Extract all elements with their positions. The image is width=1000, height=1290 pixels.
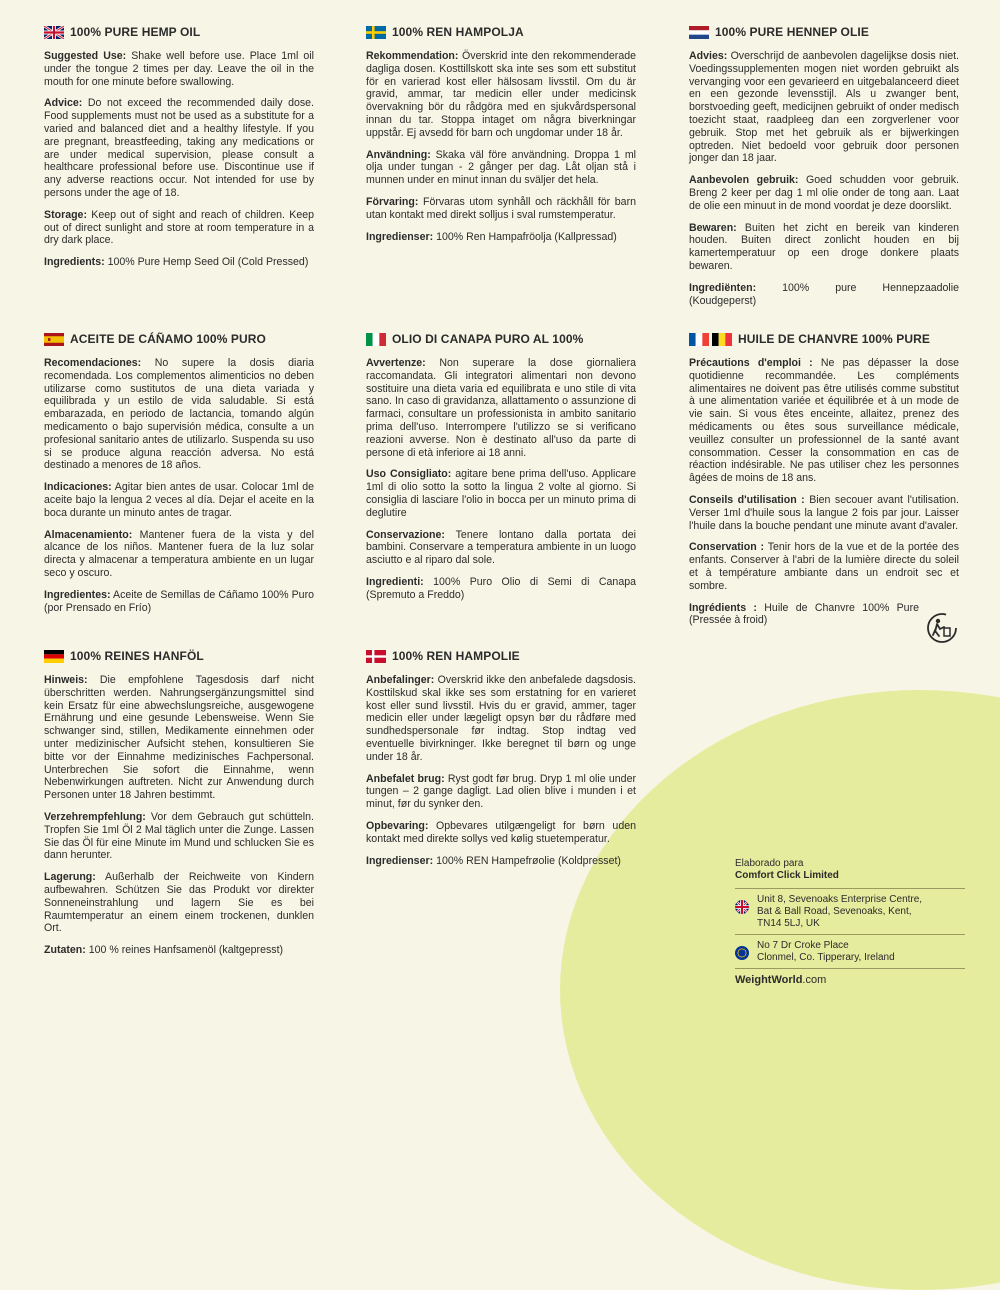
usage-text: Uso Consigliato: agitare bene prima dell'uso. Applicare 1ml di olio sotto la sotto la lingua 2 volte al giorno. Si consiglia di lasciare l'olio in bocca per un minuto prima di deglutire (366, 468, 636, 519)
ingredients-text: Ingredienser: 100% REN Hampefrøolie (Koldpresset) (366, 854, 621, 867)
storage-text: Förvaring: Förvaras utom synhåll och räckhåll för barn utan kontakt med direkt solljus i sval rumstemperatur. (366, 195, 636, 221)
warnings-text: Avvertenze: Non superare la dose giornaliera raccomandata. Gli integratori alimentari non devono sostituire una dieta varia ed equilibrata e uno stile di vita sano. In caso di gravidanza, allattamento o assunzione di farmaci, consultare un professionista in ambito sanitario prima dell'uso. Interrompere l'utilizzo se si verificano reazioni avverse. Non è destinato all'uso da parte di persone di età inferiore ai 18 anni. (366, 357, 636, 459)
ingredients-text: Ingredientes: Aceite de Semillas de Cáñamo 100% Puro (por Prensado en Frío) (44, 588, 314, 614)
section-title: OLIO DI CANAPA PURO AL 100% (392, 332, 584, 346)
advice-text: Advies: Overschrijd de aanbevolen dagelijkse dosis niet. Voedingssupplementen mogen niet worden gebruikt als vervanging voor een gevarieerd en uitgebalanceerd dieet en een gezonde levensstijl. Als u zwanger bent, borstvoeding geeft, medicijnen gebruikt of onder medisch toezicht staat, raadpleeg dan een zorgverlener voor gebruik. Stop met het gebruik als er bijwerkingen optreden. Niet bedoeld voor gebruik door personen jonger dan 18 jaar. (689, 50, 959, 165)
instructions-text: Indicaciones: Agitar bien antes de usar. Colocar 1ml de aceite bajo la lengua 2 veces al día. Dejar el aceite en la boca durante un minuto antes de tragar. (44, 481, 314, 519)
netherlands-flag-icon (689, 26, 709, 39)
storage-text: Bewaren: Buiten het zicht en bereik van kinderen houden. Buiten direct zonlicht houden en bij kamertemperatuur op een droge donkere plaats bewaren. (689, 221, 959, 272)
usage-text: Användning: Skaka väl före användning. Droppa 1 ml olja under tungan - 2 gånger per dag. Låt oljan stå i munnen under en minut innan du sväljer det hela. (366, 148, 636, 187)
section-dutch (689, 24, 959, 316)
storage-text: Conservazione: Tenere lontano dalla portata dei bambini. Conservare a temperatura ambiente in un luogo asciutto e al riparo dal sole. (366, 528, 636, 567)
section-header (366, 648, 636, 664)
section-title: 100% PURE HEMP OIL (70, 25, 201, 39)
section-title: 100% PURE HENNEP OLIE (715, 25, 869, 39)
uk-address: Unit 8, Sevenoaks Enterprise Centre, Bat & Ball Road, Sevenoaks, Kent, TN14 5LJ, UK (735, 888, 965, 930)
section-header (689, 331, 959, 347)
section-spanish (44, 331, 314, 623)
recommendations-text: Recomendaciones: No supere la dosis diaria recomendada. Los complementos alimenticios no deben utilizarse como sustitutos de una dieta variada y equilibrada y un estilo de vida saludable. Si está embarazada, en periodo de lactancia, tomando algún medicamento o bajo supervisión médica, consulte a un profesional sanitario antes de utilizarlo. Suspenda su uso si se produce alguna reacción adversa. No está destinado a menores de 18 años. (44, 357, 314, 472)
company-name: Comfort Click Limited (735, 870, 839, 881)
germany-flag-icon (44, 650, 64, 663)
ireland-address: No 7 Dr Croke Place Clonmel, Co. Tipperary, Ireland (735, 934, 965, 964)
storage-text: Almacenamiento: Mantener fuera de la vista y del alcance de los niños. Mantener fuera de la luz solar directa y almacenar a temperatura ambiente en un lugar seco y oscuro. (44, 528, 314, 579)
usage-text: Anbefalet brug: Ryst godt før brug. Dryp 1 ml olie under tungen – 2 gange dagligt. Lad olien blive i munden i et minut, før du synker den. (366, 772, 636, 811)
section-italian (366, 331, 636, 611)
section-header (44, 24, 314, 40)
storage-text: Opbevaring: Opbevares utilgængeligt for børn uden kontakt med direkte sollys ved kølig stuetemperatur. (366, 819, 636, 845)
ingredients-text: Ingredients: 100% Pure Hemp Seed Oil (Cold Pressed) (44, 256, 309, 269)
uk-flag-icon (44, 26, 64, 39)
recommendation-text: Rekommendation: Överskrid inte den rekommenderade dagliga dosen. Kosttillskott ska inte ses som ett substitut för en varierad kost eller hälsosam livsstil. Om du är gravid, ammar, tar medicin eller under medicinsk övervakning bör du rådgöra med en sjukvårdspersonal innan du tar. Stoppa intaget om några biverkningar uppstår. Ej avsedd för barn och ungdomar under 18 år. (366, 50, 636, 139)
usage-text: Verzehrempfehlung: Vor dem Gebrauch gut schütteln. Tropfen Sie 1ml Öl 2 Mal täglich unter die Zunge. Lassen Sie das Öl für eine Minute im Mund und schlucken Sie es dann herunter. (44, 810, 314, 862)
usage-text: Conseils d'utilisation : Bien secouer avant l'utilisation. Verser 1ml d'huile sous la langue 2 fois par jour. Laisser l'huile dans la bouche pendant une minute avant d'avaler. (689, 493, 959, 532)
france-flag-icon (689, 333, 709, 346)
recycle-person-icon (926, 612, 958, 644)
ingredients-text: Ingredienser: 100% Ren Hampafröolja (Kallpressad) (366, 230, 617, 243)
ingredients-text: Zutaten: 100 % reines Hanfsamenöl (kaltgepresst) (44, 944, 284, 957)
section-title: ACEITE DE CÁÑAMO 100% PURO (70, 332, 266, 346)
section-english (44, 24, 314, 278)
storage-text: Storage: Keep out of sight and reach of children. Keep out of direct sunlight and store at room temperature in a dry dark place. (44, 208, 314, 247)
section-swedish (366, 24, 636, 252)
section-title: HUILE DE CHANVRE 100% PURE (738, 332, 930, 346)
section-french (689, 331, 959, 636)
ingredients-text: Ingrédients : Huile de Chanvre 100% Pure (Pressée à froid) (689, 601, 919, 627)
eu-flag-icon (735, 946, 749, 960)
suggested-use-text: Suggested Use: Shake well before use. Place 1ml oil under the tongue 2 times per day. Leave the oil in the mouth for one minute before swallowing. (44, 50, 315, 88)
notice-text: Hinweis: Die empfohlene Tagesdosis darf nicht überschritten werden. Nahrungsergänzungsmittel sind kein Ersatz für eine abwechslungsreiche, ausgewogene Ernährung und eine gesunde Lebensweise. Wenn Sie schwanger sind, stillen, Medikamente einnehmen oder unter medizinischer Aufsicht stehen, konsultieren Sie bitte vor der Einnahme medizinisches Fachpersonal. Unterbrechen Sie sofort die Einnahme, wenn Nebenwirkungen auftreten. Nicht zur Anwendung durch Personen unter 18 Jahren bestimmt. (44, 674, 314, 802)
made-for-label: Elaborado para (735, 858, 804, 869)
manufacturer-info (735, 858, 965, 986)
belgium-flag-icon (712, 333, 732, 346)
usage-text: Aanbevolen gebruik: Goed schudden voor gebruik. Breng 2 keer per dag 1 ml olie onder de tong aan. Laat de olie een minuut in de mond voordat je deze doorslikt. (689, 174, 959, 212)
section-title: 100% REINES HANFÖL (70, 649, 204, 663)
section-german (44, 648, 314, 966)
section-header (366, 331, 636, 347)
ingredients-text: Ingredienti: 100% Puro Olio di Semi di Canapa (Spremuto a Freddo) (366, 575, 636, 601)
advice-text: Advice: Do not exceed the recommended daily dose. Food supplements must not be used as a substitute for a varied and balanced diet and a healthy lifestyle. If you are pregnant, breastfeeding, taking any medications or are under medical supervision, please consult a healthcare professional before use. Discontinue use if any adverse reactions occur. Not intended for use by persons under the age of 18. (44, 97, 314, 199)
denmark-flag-icon (366, 650, 386, 663)
section-title: 100% REN HAMPOLIE (392, 649, 520, 663)
uk-flag-icon (735, 900, 749, 914)
spain-flag-icon (44, 333, 64, 346)
section-danish (366, 648, 636, 876)
section-header (44, 331, 314, 347)
sweden-flag-icon (366, 26, 386, 39)
website-url: WeightWorld.com (735, 968, 965, 986)
ingredients-text: Ingrediënten: 100% pure Hennepzaadolie (Koudgeperst) (689, 281, 959, 307)
section-title: 100% REN HAMPOLJA (392, 25, 524, 39)
section-header (44, 648, 314, 664)
storage-text: Conservation : Tenir hors de la vue et de la portée des enfants. Conserver à l'abri de la lumière directe du soleil et à température ambiante dans un endroit sec et sombre. (689, 541, 959, 592)
section-header (366, 24, 636, 40)
precautions-text: Précautions d'emploi : Ne pas dépasser la dose quotidienne recommandée. Les compléments alimentaires ne doivent pas être utilisés comme substitut à une alimentation variée et équilibrée et à un mode de vie sain. Si vous êtes enceinte, allaitez, prenez des médicaments ou êtes sous surveillance médicale, veuillez consulter un professionnel de la santé avant consommation. Cesser la consommation en cas de réaction indésirable. Ne pas utiliser chez les personnes âgées de moins de 18 ans. (689, 357, 960, 485)
storage-text: Lagerung: Außerhalb der Reichweite von Kindern aufbewahren. Schützen Sie das Produkt vor direkter Sonneneinstrahlung und lagern Sie es bei Raumtemperatur an einem einem trockenen, dunklen Ort. (44, 871, 314, 935)
recommendations-text: Anbefalinger: Overskrid ikke den anbefalede dagsdosis. Kosttilskud skal ikke ses som erstatning for en varieret kost eller sund livsstil. Hvis du er gravid, ammer, tager medicin eller under lægeligt opsyn bør du rådføre med sundhedspersonale før indtag. Stop indtag ved eventuelle bivirkninger. Ikke beregnet til børn og unge under 18 år. (366, 674, 636, 763)
section-header (689, 24, 959, 40)
italy-flag-icon (366, 333, 386, 346)
